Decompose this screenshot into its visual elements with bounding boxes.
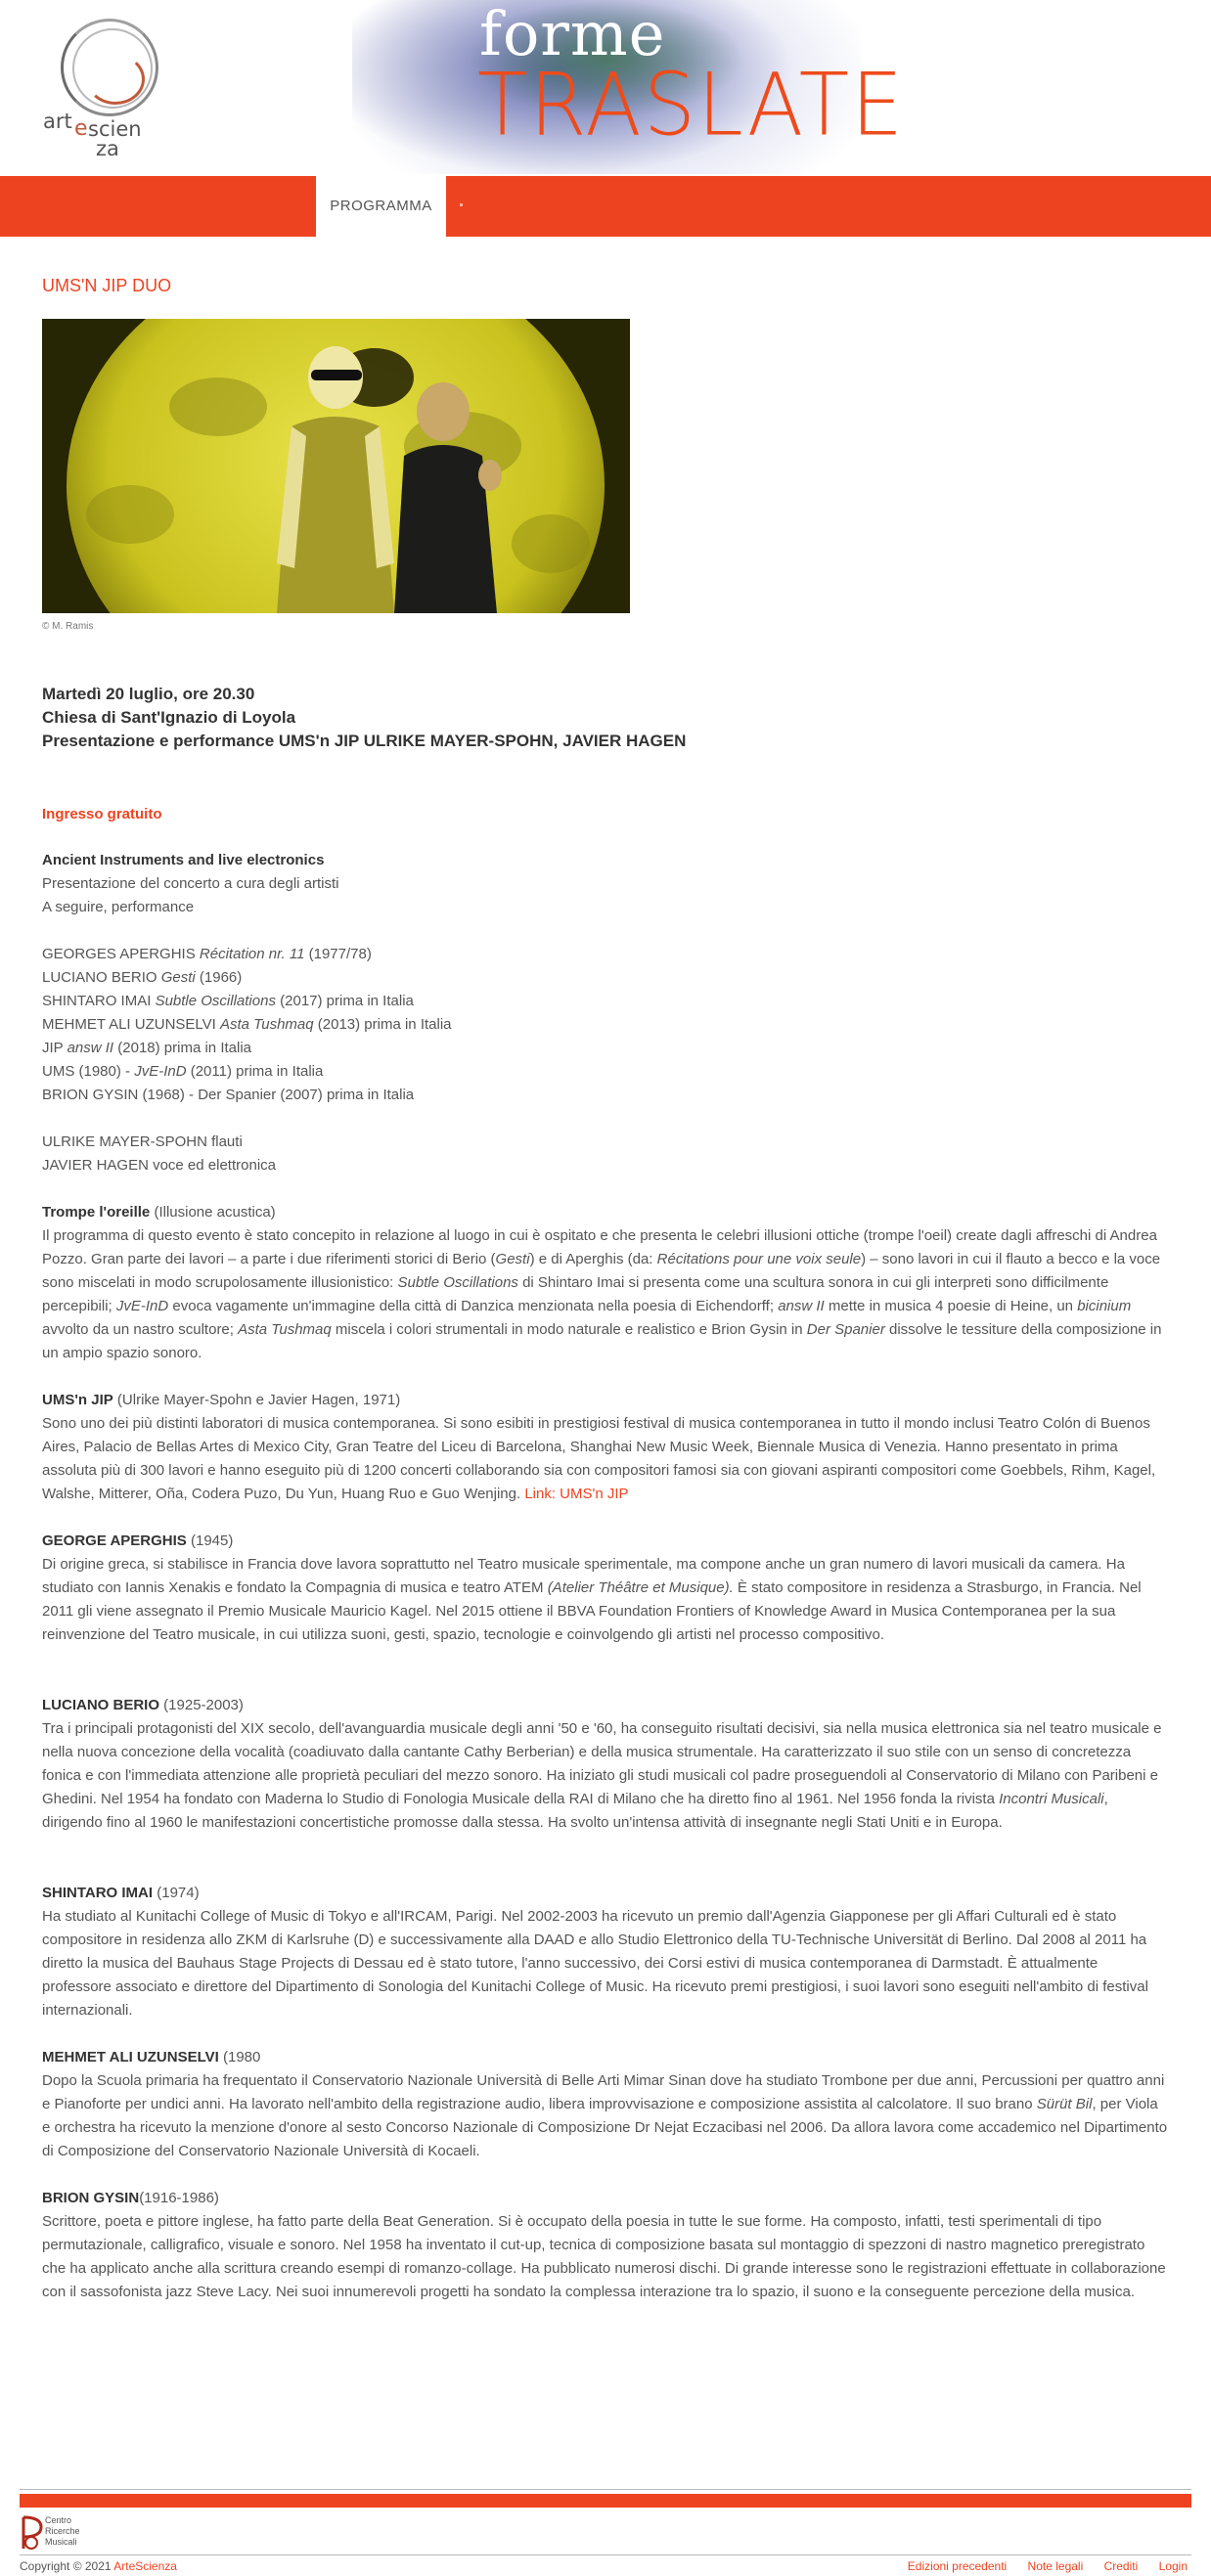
program-item: UMS (1980) - JvE-InD (2011) prima in Italia <box>42 1063 324 1080</box>
program-item: GEORGES APERGHIS Récitation nr. 11 (1977/78) <box>42 946 372 962</box>
bio-name: SHINTARO IMAI <box>42 1885 154 1901</box>
main-nav <box>0 176 1211 237</box>
bio-gysin: BRION GYSIN(1916-1986) Scrittore, poeta e pittore inglese, ha fatto parte della Beat Generation. Si è occupato della poesia in tutte le sue forme. Ha composto, infatti, testi sperimentali di tipo permutazionale, calligrafico, visuale e sonoro. Nel 1958 ha inventato il cut-up, tecnica di composizione basata sul montaggio di spezzoni di nastro magnetico preregistrato che ha applicato anche alla scrittura creando esempi di romanzo-collage. Ha pubblicato numerosi dischi. Di grande interesse sono le registrazioni effettuate in collaborazione con il sassofonista jazz Steve Lacy. Nei suoi innumerevoli progetti ha sondato la complessa interazione tra lo spazio, il suono e la conseguente percezione della musica. <box>42 2187 1169 2304</box>
intro-line: A seguire, performance <box>42 899 195 915</box>
banner-title-traslate: TRASLATE <box>477 54 906 155</box>
program-list <box>42 943 1169 1107</box>
event-info <box>42 683 686 753</box>
bio-text: Sono uno dei più distinti laboratori di musica contemporanea. Si sono esibiti in prestigiosi festival di musica contemporanea in tutto il mondo inclusi Teatro Colón di Buenos Aires, Palacio de Bellas Artes di Mexico City, Gran Teatre del Liceu di Barcelona, Shanghai New Music Week, Biennale Musica di Venezia. Hanno presentato in prima assoluta più di 300 lavori e hanno eseguito più di 1200 concerti collaborando sia con compositori famosi sia con giovani aspiranti compositori come Goebbels, Rihm, Kagel, Walshe, Mitterer, Oña, Codera Puzo, Du Yun, Huang Ruo e Guo Wenjing. Link: UMS'n JIP <box>42 1415 1156 1502</box>
program-item: MEHMET ALI UZUNSELVI Asta Tushmaq (2013) prima in Italia <box>42 1016 452 1033</box>
event-venue: Chiesa di Sant'Ignazio di Loyola <box>42 708 296 727</box>
bio-name: GEORGE APERGHIS <box>42 1532 187 1549</box>
intro-line: Presentazione del concerto a cura degli artisti <box>42 875 339 892</box>
logo-text-scien: scien <box>88 117 142 141</box>
forme-traslate-banner <box>352 0 906 174</box>
performer: JAVIER HAGEN voce ed elettronica <box>42 1157 276 1174</box>
bio-name: UMS'n JIP <box>42 1392 113 1408</box>
arte-scienza-logo[interactable] <box>39 15 176 166</box>
bio-name: MEHMET ALI UZUNSELVI <box>42 2049 219 2065</box>
logo-text-za: za <box>96 137 119 160</box>
footer-link-login[interactable]: Login <box>1158 2559 1188 2573</box>
crm-logo-icon <box>20 2513 43 2553</box>
program-item: BRION GYSIN (1968) - Der Spanier (2007) prima in Italia <box>42 1087 415 1103</box>
ums-n-jip-link[interactable]: Link: UMS'n JIP <box>524 1486 629 1502</box>
bio-name: BRION GYSIN <box>42 2190 140 2206</box>
logo-text-art: art <box>43 110 72 133</box>
event-description: Presentazione e performance UMS'n JIP ULRIKE MAYER-SPOHN, JAVIER HAGEN <box>42 732 687 750</box>
bio-text: Tra i principali protagonisti del XIX secolo, dell'avanguardia musicale degli anni '50 e '60, ha conseguito risultati decisivi, sia nella musica elettronica sia nel teatro musicale e nella nuova concezione della vocalità (coadiuvato dalla cantante Cathy Berberian) e della musica strumentale. Ha caratterizzato il suo stile con un senso di concretezza fonica e con l'immediata attenzione alle proprietà peculiari del mezzo sonoro. Ha iniziato gli studi musicali col padre proseguendoli al Conservatorio di Milano con Paribeni e Ghedini. Nel 1954 ha fondato con Maderna lo Studio di Fonologia Musicale della RAI di Milano che ha diretto fino al 1961. Nel 1956 fonda la rivista Incontri Musicali, dirigendo fino al 1960 le manifestazioni concertistiche promosse dalla stessa. Ha svolto un'intensa attività di insegnante negli Stati Uniti e in Europa. <box>42 1720 1162 1831</box>
crm-logo-line: Centro <box>45 2515 72 2525</box>
footer-link-edizioni-precedenti[interactable]: Edizioni precedenti <box>907 2559 1008 2573</box>
footer-divider <box>20 2489 1191 2490</box>
footer-link-crediti[interactable]: Crediti <box>1103 2559 1139 2573</box>
performers-list <box>42 1131 1169 1177</box>
banner-title-forme: forme <box>479 0 666 69</box>
section-text: Il programma di questo evento è stato concepito in relazione al luogo in cui è ospitato e che presenta le celebri illusioni ottiche (trompe l'oeil) create dagli affreschi di Andrea Pozzo. Gran parte dei lavori – a parte i due riferimenti storici di Berio (Gesti) e di Aperghis (da: Récitations pour une voix seule) – sono lavori in cui il flauto a becco e la voce sono miscelati in modo scrupolosamente illusionistico: Subtle Oscillations di Shintaro Imai si presenta come una scultura sonora in cui gli interpreti sono difficilmente percepibili; JvE-InD evoca vagamente un'immagine della città di Danzica menzionata nella poesia di Eichendorff; answ II mette in musica 4 poesie di Heine, un bicinium avvolto da un nastro scultore; Asta Tushmaq miscela i colori strumentali in modo naturale e realistico e Brion Gysin in Der Spanier dissolve le tessiture della composizione in un ampio spazio sonoro. <box>42 1227 1162 1361</box>
event-date: Martedì 20 luglio, ore 20.30 <box>42 685 255 703</box>
bio-text: Dopo la Scuola primaria ha frequentato il Conservatorio Nazionale Università di Belle Arti Mimar Sinan dove ha studiato Trombone per due anni, Percussioni per quattro anni e Pianoforte per undici anni. Ha lavorato nell'ambito della registrazione audio, libera improvvisazione e composizione assistita al calcolatore. Il suo brano Sürüt Bil, per Viola e orchestra ha ricevuto la menzione d'onore al sesto Concorso Nazionale di Composizione Dr Nejat Eczacibasi nel 2006. Da allora lavora come accademico nel Dipartimento di Composizione del Conservatorio Nazionale Università di Kocaeli. <box>42 2072 1168 2159</box>
centro-ricerche-musicali-logo[interactable] <box>20 2513 88 2553</box>
performer: ULRIKE MAYER-SPOHN flauti <box>42 1133 243 1150</box>
crm-logo-line: Ricerche <box>45 2526 80 2536</box>
footer-accent-bar <box>20 2494 1191 2508</box>
footer-link-note-legali[interactable]: Note legali <box>1027 2559 1084 2573</box>
trompe-loreille-section: Trompe l'oreille (Illusione acustica) Il programma di questo evento è stato concepito in relazione al luogo in cui è ospitato e che presenta le celebri illusioni ottiche (trompe l'oeil) create dagli affreschi di Andrea Pozzo. Gran parte dei lavori – a parte i due riferimenti storici di Berio (Gesti) e di Aperghis (da: Récitations pour une voix seule) – sono lavori in cui il flauto a becco e la voce sono miscelati in modo scrupolosamente illusionistico: Subtle Oscillations di Shintaro Imai si presenta come una scultura sonora in cui gli interpreti sono difficilmente percepibili; JvE-InD evoca vagamente un'immagine della città di Danzica menzionata nella poesia di Eichendorff; answ II mette in musica 4 poesie di Heine, un bicinium avvolto da un nastro scultore; Asta Tushmaq miscela i colori strumentali in modo naturale e realistico e Brion Gysin in Der Spanier dissolve le tessiture della composizione in un ampio spazio sonoro. <box>42 1201 1169 1365</box>
footer-divider <box>20 2554 1191 2555</box>
program-item: SHINTARO IMAI Subtle Oscillations (2017) prima in Italia <box>42 993 414 1009</box>
section-heading: Trompe l'oreille <box>42 1204 151 1221</box>
page-title: UMS'N JIP DUO <box>42 276 172 295</box>
program-item: JIP answ II (2018) prima in Italia <box>42 1040 252 1056</box>
bio-ums-n-jip: UMS'n JIP (Ulrike Mayer-Spohn e Javier Hagen, 1971) Sono uno dei più distinti laboratori di musica contemporanea. Si sono esibiti in prestigiosi festival di musica contemporanea in tutto il mondo inclusi Teatro Colón di Buenos Aires, Palacio de Bellas Artes di Mexico City, Gran Teatre del Liceu di Barcelona, Shanghai New Music Week, Biennale Musica di Venezia. Hanno presentato in prima assoluta più di 300 lavori e hanno eseguito più di 1200 concerti collaborando sia con compositori famosi sia con giovani aspiranti compositori come Goebbels, Rihm, Kagel, Walshe, Mitterer, Oña, Codera Puzo, Du Yun, Huang Ruo e Guo Wenjing. Link: UMS'n JIP <box>42 1389 1169 1506</box>
site-header <box>0 0 1211 176</box>
footer-links <box>890 2559 1188 2573</box>
bio-berio: LUCIANO BERIO (1925-2003) Tra i principali protagonisti del XIX secolo, dell'avanguardia musicale degli anni '50 e '60, ha conseguito risultati decisivi, sia nella musica elettronica sia nel teatro musicale e nella nuova concezione della vocalità (coadiuvato dalla cantante Cathy Berberian) e della musica strumentale. Ha caratterizzato il suo stile con un senso di concretezza fonica e con l'immediata attenzione alle proprietà peculiari del mezzo sonoro. Ha iniziato gli studi musicali col padre proseguendoli al Conservatorio di Milano con Paribeni e Ghedini. Nel 1954 ha fondato con Maderna lo Studio di Fonologia Musicale della RAI di Milano che ha diretto fino al 1961. Nel 1956 fonda la rivista Incontri Musicali, dirigendo fino al 1960 le manifestazioni concertistiche promosse dalla stessa. Ha svolto un'intensa attività di insegnante negli Stati Uniti e in Europa. <box>42 1694 1169 1835</box>
copyright: Copyright © 2021 ArteScienza <box>20 2559 177 2573</box>
bio-text: Ha studiato al Kunitachi College of Music di Tokyo e all'IRCAM, Parigi. Nel 2002-2003 ha ricevuto un premio dall'Agenzia Giapponese per gli Affari Culturali ed è stato compositore in residenza allo ZKM di Karlsruhe (D) e successivamente alla DAAD e allo Studio Elettronico della TU-Technische Universität di Berlino. Dal 2008 al 2011 ha diretto la musica del Bauhaus Stage Projects di Dessau ed è stato tutore, l'anno successivo, dei Corsi estivi di musica contemporanea di Darmstadt. È attualmente professore associato e direttore del Dipartimento di Sonologia del Kunitachi College of Music. Ha ricevuto premi prestigiosi, i suoi lavori sono eseguiti nell'ambito di festival internazionali. <box>42 1908 1148 2019</box>
program-item: LUCIANO BERIO Gesti (1966) <box>42 969 243 986</box>
artescienza-link[interactable]: ArteScienza <box>113 2559 177 2573</box>
entry-info: Ingresso gratuito <box>42 806 162 822</box>
bio-imai: SHINTARO IMAI (1974) Ha studiato al Kunitachi College of Music di Tokyo e all'IRCAM, Parigi. Nel 2002-2003 ha ricevuto un premio dall'Agenzia Giapponese per gli Affari Culturali ed è stato compositore in residenza allo ZKM di Karlsruhe (D) e successivamente alla DAAD e allo Studio Elettronico della TU-Technische Universität di Berlino. Dal 2008 al 2011 ha diretto la musica del Bauhaus Stage Projects di Dessau ed è stato tutore, l'anno successivo, dei Corsi estivi di musica contemporanea di Darmstadt. È attualmente professore associato e direttore del Dipartimento di Sonologia del Kunitachi College of Music. Ha ricevuto premi prestigiosi, i suoi lavori sono eseguiti nell'ambito di festival internazionali. <box>42 1882 1169 2022</box>
intro-block <box>42 849 1169 919</box>
bio-aperghis: GEORGE APERGHIS (1945) Di origine greca, si stabilisce in Francia dove lavora soprattutto nel Teatro musicale sperimentale, ma compone anche un gran numero di lavori musicali da camera. Ha studiato con Iannis Xenakis e fondato la Compagnia di musica e teatro ATEM (Atelier Théâtre et Musique). È stato compositore in residenza a Strasburgo, in Francia. Nel 2011 gli viene assegnato il Premio Musicale Mauricio Kagel. Nel 2015 ottiene il BBVA Foundation Frontiers of Knowledge Award in Musica Contemporanea per la sua reinvenzione del Teatro musicale, in cui utilizza suoni, gesti, spazio, tecnologie e coinvolgendo gli artisti nel processo compositivo. <box>42 1530 1169 1647</box>
performers-photo <box>42 319 630 613</box>
nav-separator <box>460 203 463 206</box>
crm-logo-line: Musicali <box>45 2537 77 2547</box>
photo-credit: © M. Ramis <box>42 621 94 632</box>
bio-text: Di origine greca, si stabilisce in Francia dove lavora soprattutto nel Teatro musicale sperimentale, ma compone anche un gran numero di lavori musicali da camera. Ha studiato con Iannis Xenakis e fondato la Compagnia di musica e teatro ATEM (Atelier Théâtre et Musique). È stato compositore in residenza a Strasburgo, in Francia. Nel 2011 gli viene assegnato il Premio Musicale Mauricio Kagel. Nel 2015 ottiene il BBVA Foundation Frontiers of Knowledge Award in Musica Contemporanea per la sua reinvenzione del Teatro musicale, in cui utilizza suoni, gesti, spazio, tecnologie e coinvolgendo gli artisti nel processo compositivo. <box>42 1556 1142 1643</box>
logo-accent-arc-icon <box>86 54 145 105</box>
bio-uzunselvi: MEHMET ALI UZUNSELVI (1980 Dopo la Scuola primaria ha frequentato il Conservatorio Nazionale Università di Belle Arti Mimar Sinan dove ha studiato Trombone per due anni, Percussioni per quattro anni e Pianoforte per undici anni. Ha lavorato nell'ambito della registrazione audio, libera improvvisazione e composizione assistita al calcolatore. Il suo brano Sürüt Bil, per Viola e orchestra ha ricevuto la menzione d'onore al sesto Concorso Nazionale di Composizione Dr Nejat Eczacibasi nel 2006. Da allora lavora come accademico nel Dipartimento di Composizione del Conservatorio Nazionale Università di Kocaeli. <box>42 2046 1169 2163</box>
performers-photo-image <box>42 319 630 613</box>
bio-name: LUCIANO BERIO <box>42 1697 159 1713</box>
bio-text: Scrittore, poeta e pittore inglese, ha fatto parte della Beat Generation. Si è occupato della poesia in tutte le sue forme. Ha composto, infatti, testi sperimentali di tipo permutazionale, calligrafico, visuale e sonoro. Nel 1958 ha inventato il cut-up, tecnica di composizione basata sul montaggio di spezzoni di nastro magnetico preregistrato che ha applicato anche alla scrittura creando esempi di romanzo-collage. Ha pubblicato numerosi dischi. Di grande interesse sono le registrazioni effettuate in collaborazione con il sassofonista jazz Steve Lacy. Nei suoi innumerevoli progetti ha sondato la complessa interazione tra lo spazio, il suono e la conseguente percezione della musica. <box>42 2213 1166 2300</box>
nav-item-programma[interactable]: PROGRAMMA <box>316 176 446 237</box>
intro-heading: Ancient Instruments and live electronics <box>42 852 325 868</box>
logo-text-e: e <box>74 116 88 141</box>
